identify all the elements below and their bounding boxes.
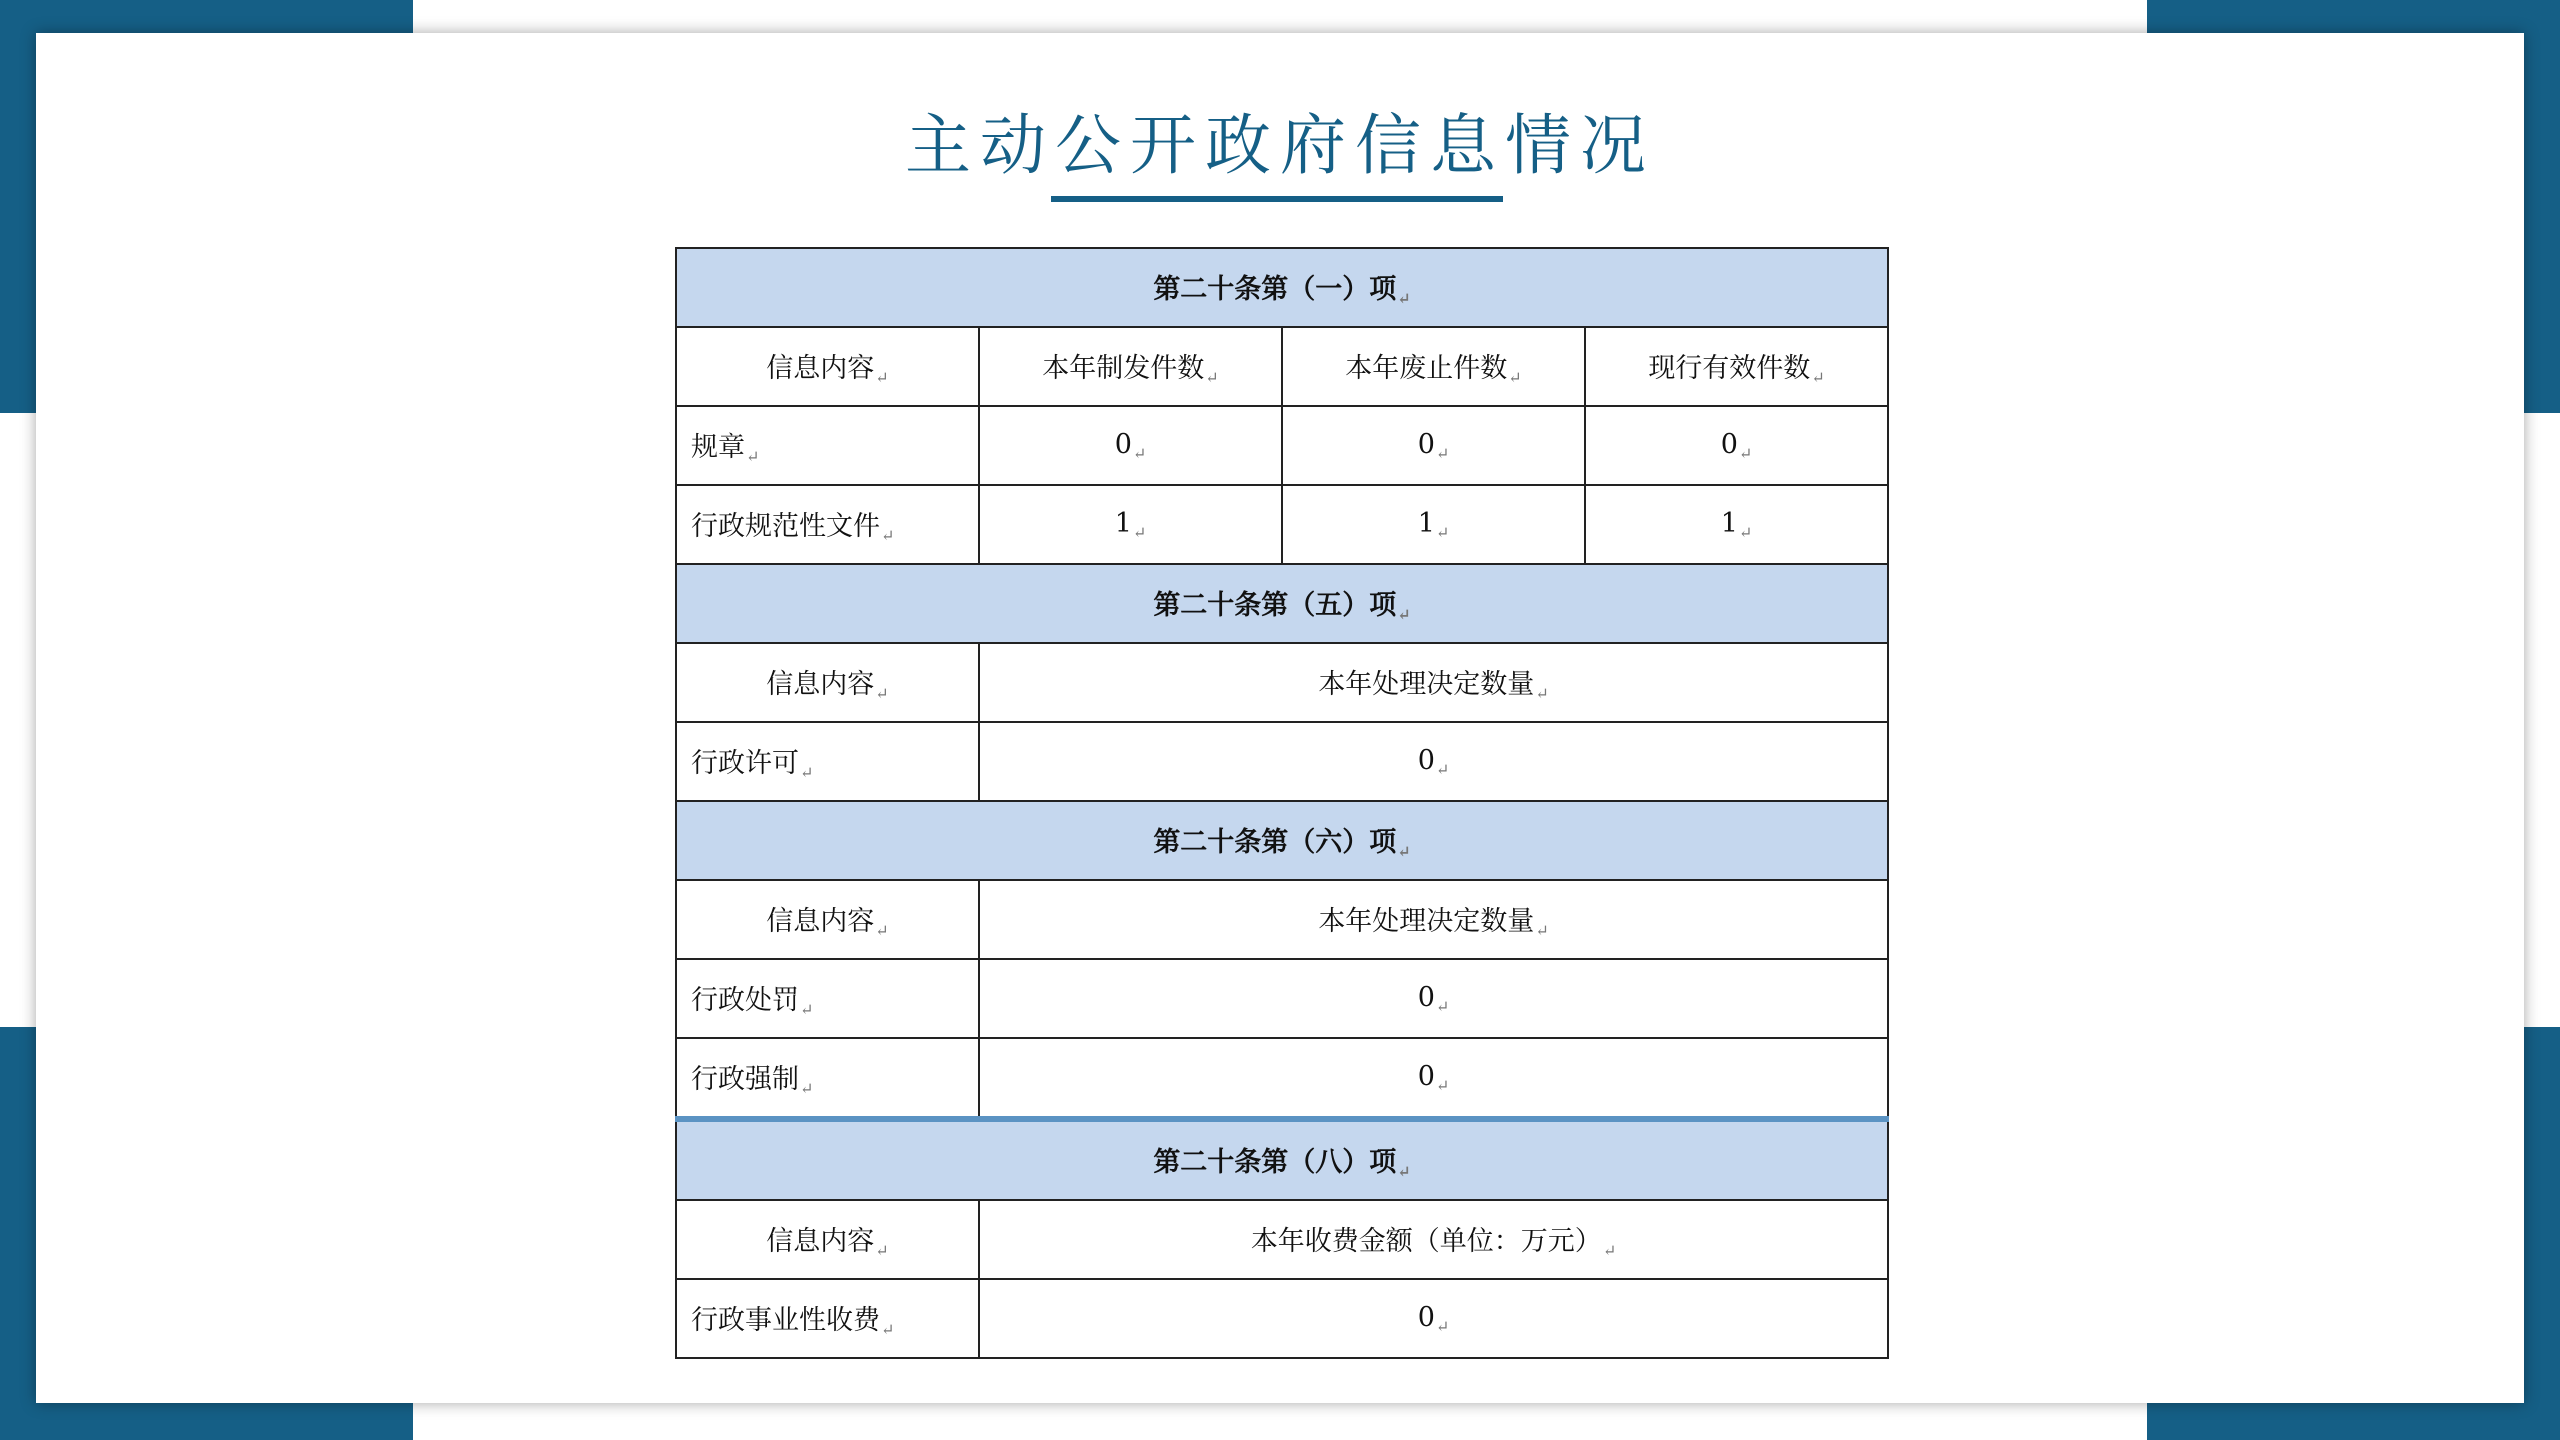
table-cell: 1↵ [1282,485,1585,564]
table-cell: 1↵ [1585,485,1888,564]
section-header-row [676,1119,1888,1200]
table-cell: 0↵ [1282,406,1585,485]
table-cell: 1↵ [979,485,1282,564]
table-row [676,1279,1888,1358]
column-header-row [676,643,1888,722]
column-header: 本年收费金额（单位：万元）↵ [979,1200,1888,1279]
table-row [676,406,1888,485]
table-row [676,959,1888,1038]
row-label: 行政事业性收费↵ [676,1279,979,1358]
row-label: 行政强制↵ [676,1038,979,1119]
table-cell: 0↵ [979,722,1888,801]
row-label: 规章↵ [676,406,979,485]
column-header: 信息内容↵ [676,880,979,959]
table-cell: 0↵ [979,959,1888,1038]
section-header-row [676,801,1888,880]
row-label: 行政许可↵ [676,722,979,801]
column-header: 本年制发件数↵ [979,327,1282,406]
section-header: 第二十条第（五）项↵ [676,564,1888,643]
section-header-row [676,564,1888,643]
table-row [676,722,1888,801]
page-title: 主动公开政府信息情况 [905,107,1655,184]
section-header-row [676,248,1888,327]
section-header: 第二十条第（一）项↵ [676,248,1888,327]
table-cell: 0↵ [979,1279,1888,1358]
section-header: 第二十条第（八）项↵ [676,1119,1888,1200]
row-label: 行政处罚↵ [676,959,979,1038]
table-cell: 0↵ [979,1038,1888,1119]
column-header: 本年处理决定数量↵ [979,880,1888,959]
column-header: 本年处理决定数量↵ [979,643,1888,722]
table-row [676,485,1888,564]
column-header: 信息内容↵ [676,327,979,406]
title-underline [1051,196,1503,202]
row-label: 行政规范性文件↵ [676,485,979,564]
table-cell: 0↵ [979,406,1282,485]
column-header: 本年废止件数↵ [1282,327,1585,406]
column-header: 信息内容↵ [676,643,979,722]
disclosure-table [675,247,1889,1359]
column-header: 现行有效件数↵ [1585,327,1888,406]
column-header-row [676,1200,1888,1279]
column-header-row [676,327,1888,406]
column-header-row [676,880,1888,959]
table-row [676,1038,1888,1119]
table-cell: 0↵ [1585,406,1888,485]
section-header: 第二十条第（六）项↵ [676,801,1888,880]
column-header: 信息内容↵ [676,1200,979,1279]
